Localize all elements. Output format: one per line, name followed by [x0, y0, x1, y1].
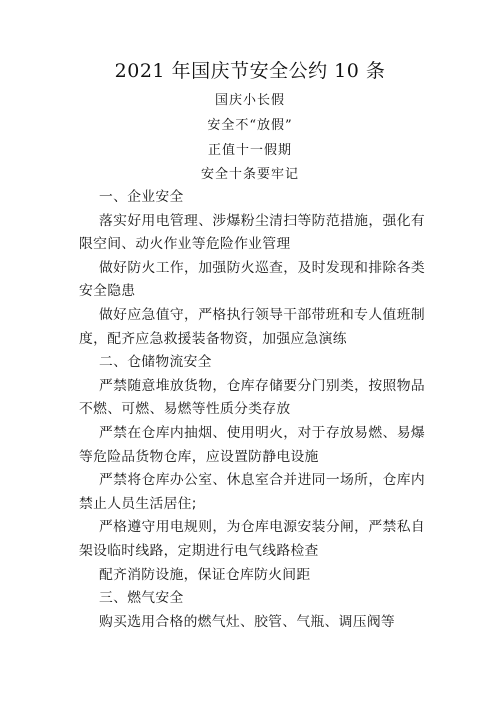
section-item: 严禁在仓库内抽烟、使用明火，对于存放易燃、易爆等危险品货物仓库，应设置防静电设施 — [79, 424, 425, 465]
document-body — [79, 186, 425, 634]
document-title: 2021 年国庆节安全公约 10 条 — [114, 60, 386, 82]
section-item: 严禁随意堆放货物，仓库存储要分门别类，按照物品不燃、可燃、易燃等性质分类存放 — [79, 377, 425, 418]
section-item: 购买选用合格的燃气灶、胶管、气瓶、调压阀等 — [99, 613, 396, 630]
slogan-line: 安全十条要牢记 — [200, 167, 299, 182]
section-item: 严格遵守用电规则，为仓库电源安装分闸，严禁私自架设临时线路，定期进行电气线路检查 — [79, 519, 425, 559]
slogan-line: 安全不“放假” — [207, 118, 293, 133]
slogan-line: 正值十一假期 — [207, 143, 292, 158]
section-heading: 一、企业安全 — [99, 189, 184, 205]
section-heading: 三、燃气安全 — [99, 590, 184, 607]
section-heading: 二、仓储物流安全 — [99, 354, 212, 371]
section-item: 配齐消防设施，保证仓库防火间距 — [99, 566, 311, 583]
section-item: 落实好用电管理、涉爆粉尘清扫等防范措施，强化有限空间、动火作业等危险作业管理 — [79, 212, 425, 253]
slogan-line: 国庆小长假 — [214, 93, 285, 108]
section-item: 做好防火工作，加强防火巡查，及时发现和排除各类安全隐患 — [79, 259, 425, 300]
section-item: 做好应急值守，严格执行领导干部带班和专人值班制度，配齐应急救援装备物资，加强应急演练 — [79, 306, 425, 347]
section-item: 严禁将仓库办公室、休息室合并进同一场所，仓库内禁止人员生活居住; — [79, 472, 425, 512]
